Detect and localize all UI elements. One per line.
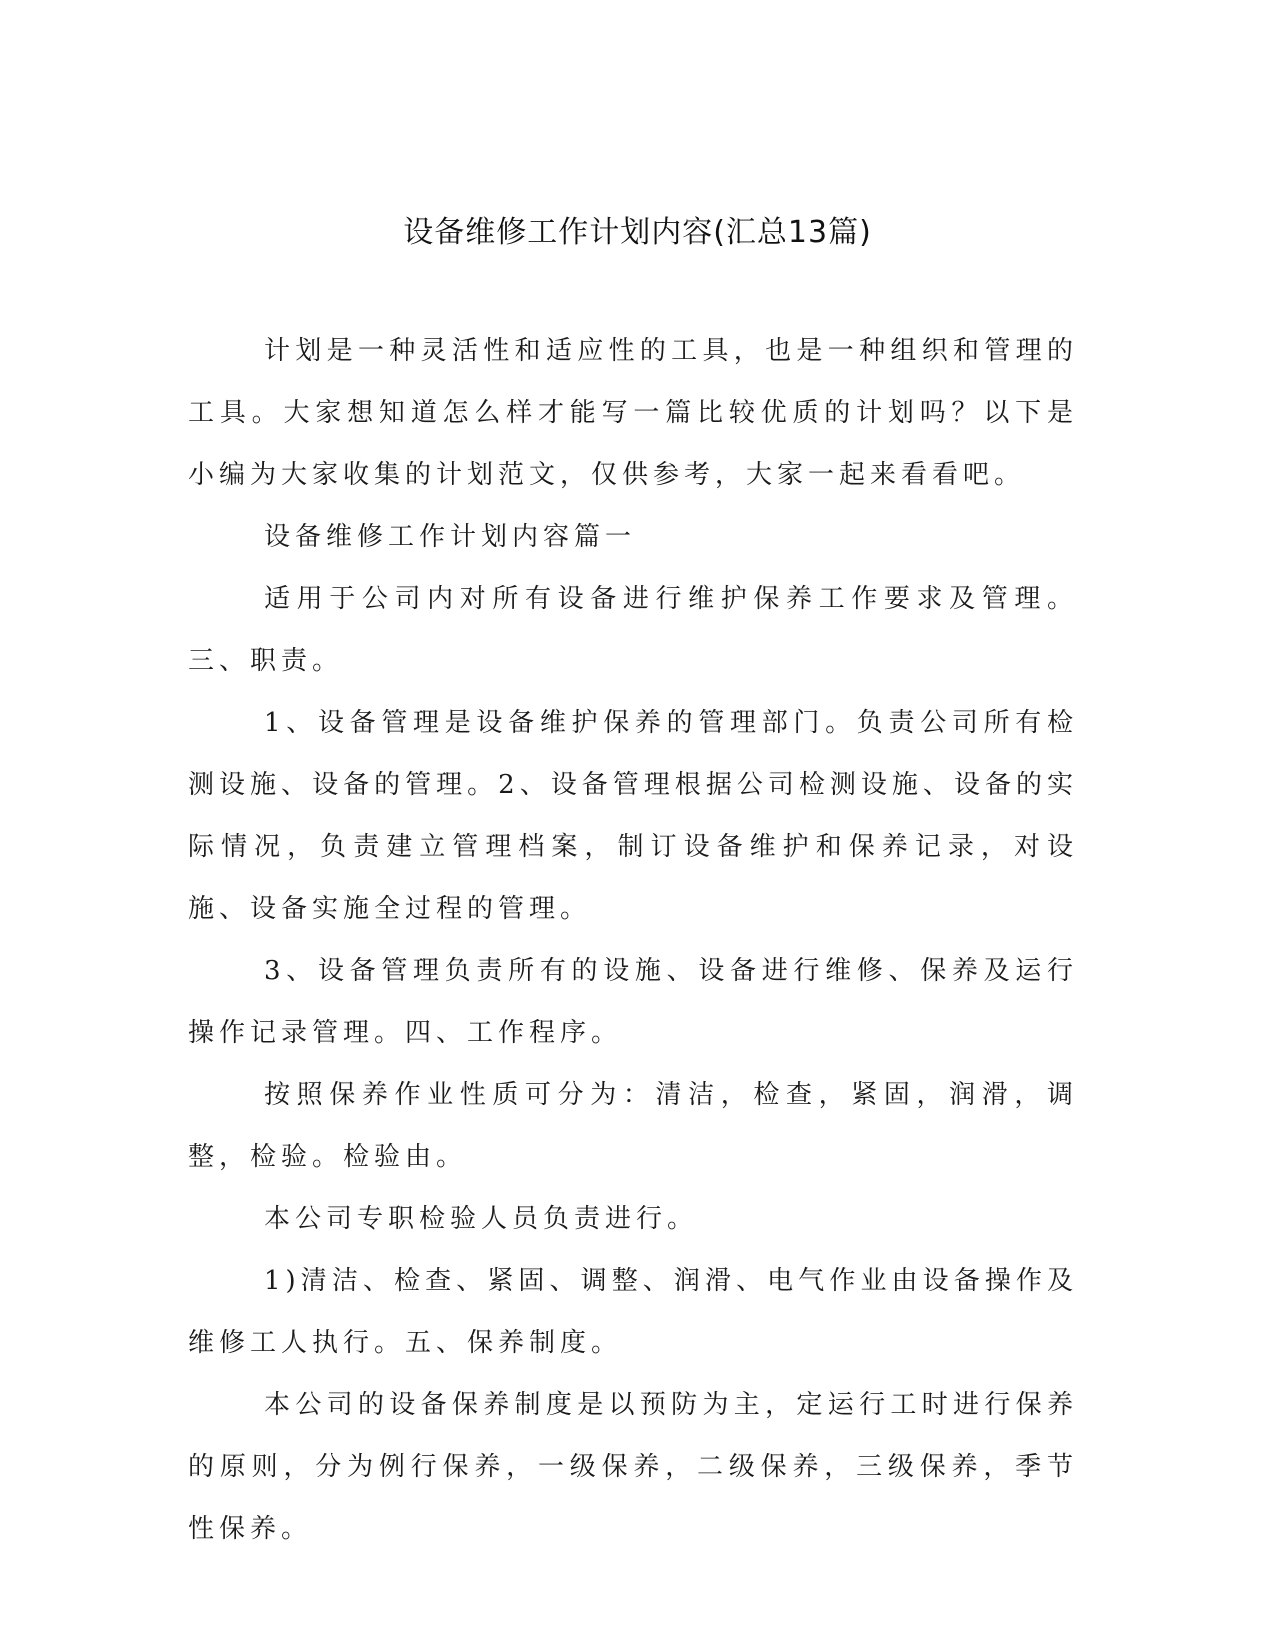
paragraph-inspection: 本公司专职检验人员负责进行。 [264, 1204, 699, 1234]
document-title: 设备维修工作计划内容(汇总13篇) [403, 215, 872, 250]
paragraph-maintenance-system: 本公司的设备保养制度是以预防为主，定运行工时进行保养的原则，分为例行保养，一级保养，二级保养，三级保养，季节性保养。 [188, 1390, 1078, 1544]
paragraph-execution: 1)清洁、检查、紧固、调整、润滑、电气作业由设备操作及维修工人执行。五、保养制度。 [188, 1266, 1078, 1358]
paragraph-duty-3: 3、设备管理负责所有的设施、设备进行维修、保养及运行操作记录管理。四、工作程序。 [188, 956, 1078, 1048]
section-heading: 设备维修工作计划内容篇一 [264, 522, 637, 552]
paragraph-scope: 适用于公司内对所有设备进行维护保养工作要求及管理。三、职责。 [188, 584, 1078, 676]
paragraph-intro: 计划是一种灵活性和适应性的工具，也是一种组织和管理的工具。大家想知道怎么样才能写一篇比较优质的计划吗？以下是小编为大家收集的计划范文，仅供参考，大家一起来看看吧。 [188, 336, 1078, 490]
paragraph-duty-1-2: 1、设备管理是设备维护保养的管理部门。负责公司所有检测设施、设备的管理。2、设备管理根据公司检测设施、设备的实际情况，负责建立管理档案，制订设备维护和保养记录，对设施、设备实施全过程的管理。 [188, 708, 1078, 924]
document-body [188, 320, 1078, 1560]
paragraph-maintenance-types: 按照保养作业性质可分为：清洁，检查，紧固，润滑，调整，检验。检验由。 [188, 1080, 1078, 1172]
